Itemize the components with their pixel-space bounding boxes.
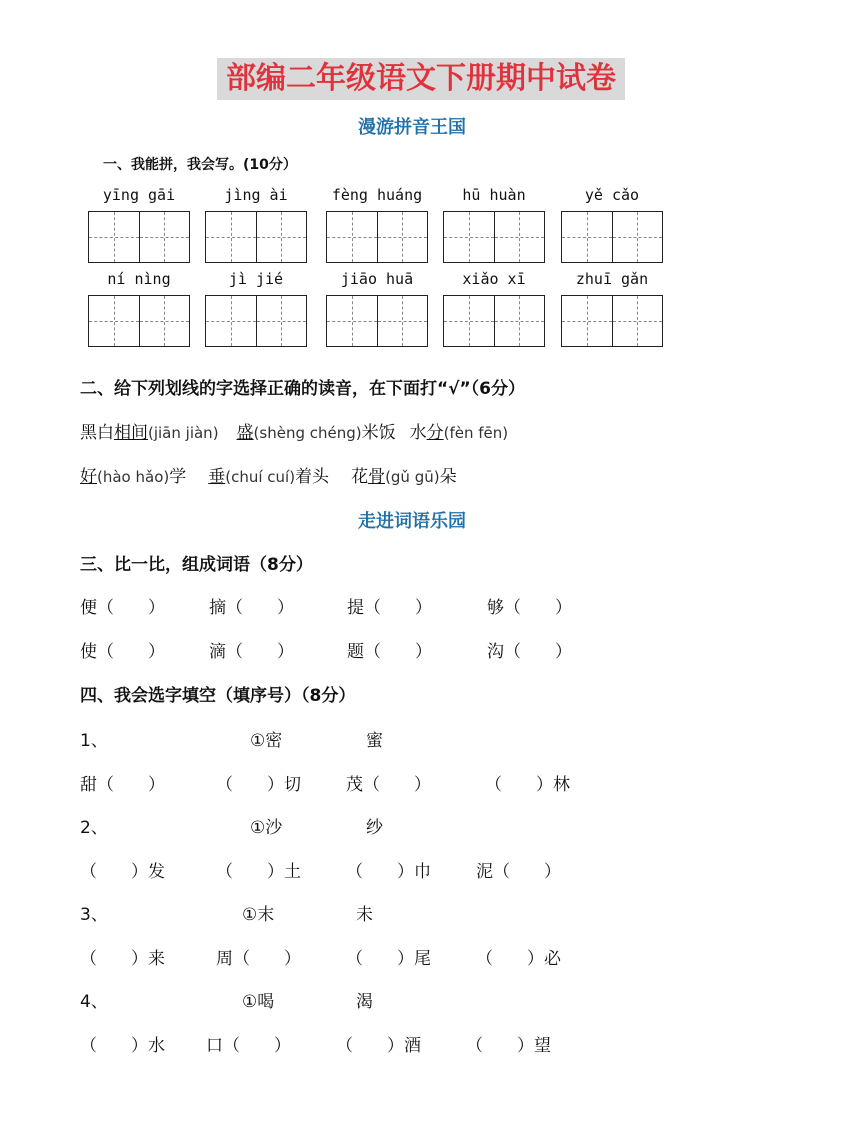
writing-grid[interactable] [561, 295, 663, 347]
writing-cell[interactable] [256, 295, 308, 347]
group-number: 3、 [80, 905, 108, 925]
question-4-heading: 四、我会选字填空（填序号）（8分） [80, 686, 356, 706]
fill-blank[interactable]: （ ）巾 [346, 862, 431, 882]
writing-cell[interactable] [494, 295, 546, 347]
pinyin-label: fèng huáng [331, 186, 423, 204]
word-blank[interactable]: 滴（ ） [209, 642, 294, 662]
reading-item [237, 423, 396, 443]
writing-cell[interactable] [377, 211, 429, 263]
fill-blank[interactable]: （ ）切 [216, 775, 301, 795]
writing-cell[interactable] [443, 211, 495, 263]
reading-item [410, 423, 509, 443]
group-number: 4、 [80, 992, 108, 1012]
word-blank[interactable]: 够（ ） [487, 598, 572, 618]
pinyin-choices[interactable]: (shèng chéng) [253, 424, 362, 442]
writing-cell[interactable] [139, 295, 191, 347]
writing-grid[interactable] [326, 295, 428, 347]
item-suffix: 朵 [439, 467, 457, 487]
choice-option: 蜜 [366, 731, 383, 751]
pinyin-label: jiāo huā [340, 270, 414, 288]
word-blank[interactable]: 提（ ） [347, 598, 432, 618]
writing-cell[interactable] [88, 295, 140, 347]
writing-grid[interactable] [88, 211, 190, 263]
choice-option: ①密 [250, 731, 283, 751]
underlined-character: 相间 [114, 423, 148, 443]
word-blank[interactable]: 沟（ ） [487, 642, 572, 662]
group-number: 1、 [80, 731, 108, 751]
writing-cell[interactable] [612, 211, 664, 263]
question-1-heading: 一、我能拼，我会写。(10分） [103, 157, 297, 173]
writing-cell[interactable] [205, 211, 257, 263]
item-prefix: 水 [409, 423, 427, 443]
choice-option: 纱 [366, 818, 383, 838]
pinyin-choices[interactable]: (fèn fēn) [443, 424, 509, 442]
writing-cell[interactable] [443, 295, 495, 347]
fill-blank[interactable]: （ ）必 [476, 949, 561, 969]
fill-blank[interactable]: （ ）来 [80, 949, 165, 969]
section-title-words: 走进词语乐园 [358, 511, 466, 532]
question-2-line-1 [80, 418, 508, 443]
item-prefix: 黑白 [80, 423, 114, 443]
underlined-character: 垂 [208, 467, 226, 487]
choice-option: ①喝 [242, 992, 275, 1012]
reading-item [208, 467, 329, 487]
writing-grid[interactable] [326, 211, 428, 263]
writing-cell[interactable] [494, 211, 546, 263]
item-suffix: 米饭 [361, 423, 396, 443]
fill-blank[interactable]: （ ）望 [466, 1036, 551, 1056]
pinyin-choices[interactable]: (jiān jiàn) [148, 424, 219, 442]
fill-blank[interactable]: （ ）林 [485, 775, 570, 795]
fill-blank[interactable]: 泥（ ） [476, 862, 561, 882]
writing-grid[interactable] [205, 211, 307, 263]
word-blank[interactable]: 使（ ） [80, 642, 165, 662]
question-2-heading: 二、给下列划线的字选择正确的读音，在下面打“√”（6分） [80, 379, 526, 399]
word-blank[interactable]: 摘（ ） [209, 598, 294, 618]
choice-option: ①末 [242, 905, 275, 925]
section-title-pinyin: 漫游拼音王国 [358, 117, 466, 138]
writing-cell[interactable] [88, 211, 140, 263]
underlined-character: 盛 [236, 423, 254, 443]
writing-cell[interactable] [139, 211, 191, 263]
reading-item [80, 467, 186, 487]
pinyin-label: yě cǎo [584, 186, 640, 204]
page-title: 部编二年级语文下册期中试卷 [217, 58, 625, 100]
pinyin-label: zhuī gǎn [575, 270, 649, 288]
pinyin-choices[interactable]: (chuí cuí) [225, 468, 296, 486]
writing-cell[interactable] [561, 211, 613, 263]
item-suffix: 着头 [295, 467, 330, 487]
writing-grid[interactable] [205, 295, 307, 347]
pinyin-choices[interactable]: (hào hǎo) [97, 468, 170, 486]
pinyin-label: hū huàn [462, 186, 526, 204]
underlined-character: 好 [80, 467, 97, 487]
fill-blank[interactable]: 口（ ） [206, 1036, 291, 1056]
pinyin-label: jìng ài [224, 186, 288, 204]
writing-grid[interactable] [443, 295, 545, 347]
fill-blank[interactable]: 周（ ） [216, 949, 301, 969]
group-number: 2、 [80, 818, 108, 838]
item-prefix: 花 [351, 467, 369, 487]
word-blank[interactable]: 题（ ） [347, 642, 432, 662]
writing-grid[interactable] [88, 295, 190, 347]
pinyin-label: yīng gāi [102, 186, 176, 204]
choice-option: 渴 [356, 992, 373, 1012]
writing-cell[interactable] [612, 295, 664, 347]
writing-cell[interactable] [205, 295, 257, 347]
question-3-heading: 三、比一比，组成词语（8分） [80, 555, 313, 575]
fill-blank[interactable]: （ ）发 [80, 862, 165, 882]
writing-cell[interactable] [326, 295, 378, 347]
writing-cell[interactable] [561, 295, 613, 347]
pinyin-choices[interactable]: (gǔ gū) [385, 468, 440, 486]
writing-cell[interactable] [377, 295, 429, 347]
choice-option: ①沙 [250, 818, 283, 838]
reading-item [351, 467, 457, 487]
pinyin-label: jì jié [228, 270, 284, 288]
pinyin-label: ní nìng [107, 270, 171, 288]
writing-cell[interactable] [326, 211, 378, 263]
writing-grid[interactable] [443, 211, 545, 263]
fill-blank[interactable]: （ ）水 [80, 1036, 165, 1056]
fill-blank[interactable]: 茂（ ） [346, 775, 431, 795]
writing-cell[interactable] [256, 211, 308, 263]
fill-blank[interactable]: 甜（ ） [80, 775, 165, 795]
reading-item [80, 423, 219, 443]
word-blank[interactable]: 便（ ） [80, 598, 165, 618]
question-2-line-2 [80, 462, 457, 487]
choice-option: 未 [356, 905, 373, 925]
underlined-character: 骨 [368, 467, 386, 487]
writing-grid[interactable] [561, 211, 663, 263]
fill-blank[interactable]: （ ）酒 [336, 1036, 421, 1056]
item-suffix: 学 [169, 467, 187, 487]
fill-blank[interactable]: （ ）尾 [346, 949, 431, 969]
fill-blank[interactable]: （ ）土 [216, 862, 301, 882]
pinyin-label: xiǎo xī [462, 270, 526, 288]
underlined-character: 分 [426, 423, 444, 443]
